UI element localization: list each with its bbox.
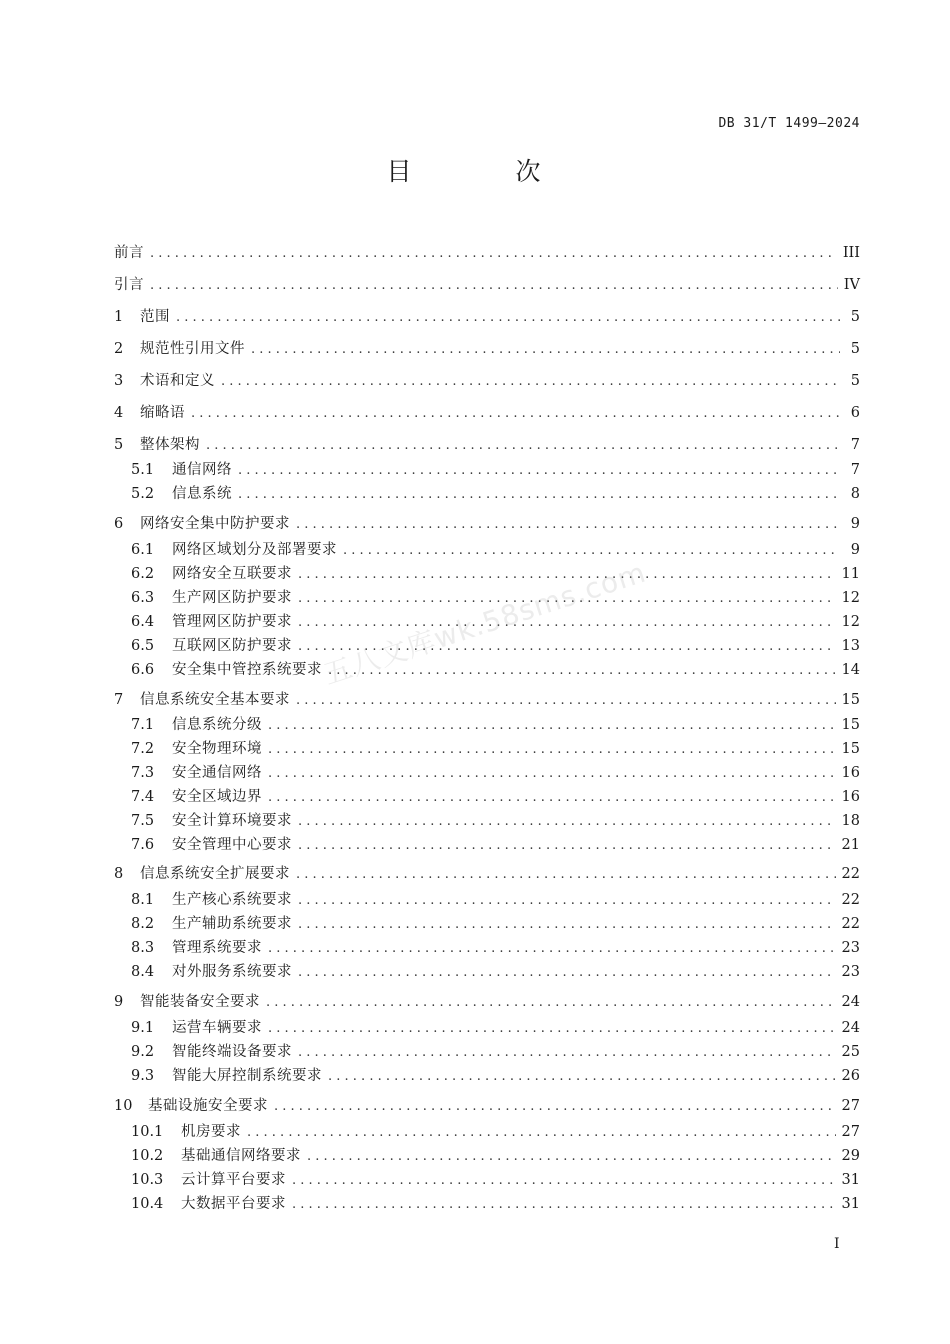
toc-entry-number: 10.4: [131, 1196, 164, 1212]
toc-entry-number: 6.5: [131, 638, 155, 654]
toc-entry-page: 9: [850, 542, 860, 558]
toc-entry[interactable]: [114, 403, 860, 423]
toc-entry-label: 信息系统安全基本要求: [140, 692, 290, 708]
toc-leader-dots: [268, 939, 836, 959]
toc-entry-label: 通信网络: [172, 462, 232, 478]
toc-entry-page: 27: [841, 1124, 860, 1140]
toc-leader-dots: [268, 788, 836, 808]
toc-entry[interactable]: [131, 811, 860, 831]
toc-leader-dots: [206, 436, 840, 456]
toc-entry-page: 22: [841, 916, 860, 932]
toc-entry-label: 云计算平台要求: [181, 1172, 286, 1188]
toc-entry-page: 29: [841, 1148, 860, 1164]
toc-entry[interactable]: [114, 435, 860, 455]
toc-entry[interactable]: [131, 914, 860, 934]
toc-entry-page: 12: [841, 590, 860, 606]
toc-entry[interactable]: [114, 371, 860, 391]
toc-entry-label: 整体架构: [140, 437, 200, 453]
toc-entry-label: 信息系统: [172, 486, 232, 502]
toc-leader-dots: [298, 812, 836, 832]
toc-leader-dots: [238, 485, 840, 505]
toc-entry-page: 31: [841, 1196, 860, 1212]
page-number: I: [834, 1236, 840, 1252]
toc-entry-page: 6: [850, 405, 860, 421]
toc-entry-page: 8: [850, 486, 860, 502]
toc-entry-page: 15: [841, 717, 860, 733]
toc-leader-dots: [296, 691, 836, 711]
toc-entry-page: 9: [850, 516, 860, 532]
document-code: DB 31/T 1499—2024: [718, 116, 860, 131]
toc-entry-page: 27: [841, 1098, 860, 1114]
toc-entry-label: 安全集中管控系统要求: [172, 662, 322, 678]
toc-entry-label: 管理系统要求: [172, 940, 262, 956]
toc-entry-number: 6.2: [131, 566, 155, 582]
toc-entry-number: 7.4: [131, 789, 155, 805]
toc-entry-label: 基础通信网络要求: [181, 1148, 301, 1164]
toc-entry-page: 14: [841, 662, 860, 678]
toc-leader-dots: [298, 891, 836, 911]
toc-entry-number: 5.1: [131, 462, 155, 478]
toc-entry-label: 智能大屏控制系统要求: [172, 1068, 322, 1084]
toc-entry-label: 安全管理中心要求: [172, 837, 292, 853]
toc-entry[interactable]: [114, 243, 860, 263]
toc-entry[interactable]: [131, 835, 860, 855]
toc-leader-dots: [298, 1043, 836, 1063]
toc-entry[interactable]: [114, 339, 860, 359]
toc-leader-dots: [176, 308, 840, 328]
toc-entry[interactable]: [131, 660, 860, 680]
toc-entry-number: 7.6: [131, 837, 155, 853]
toc-entry-label: 术语和定义: [140, 373, 215, 389]
toc-entry-label: 安全计算环境要求: [172, 813, 292, 829]
toc-entry-number: 10: [114, 1098, 133, 1114]
toc-entry-page: 26: [841, 1068, 860, 1084]
toc-entry-number: 10.1: [131, 1124, 164, 1140]
toc-entry-number: 3: [114, 373, 124, 389]
toc-entry[interactable]: [131, 1170, 860, 1190]
toc-entry-label: 网络安全集中防护要求: [140, 516, 290, 532]
toc-entry-number: 6.1: [131, 542, 155, 558]
toc-entry-number: 4: [114, 405, 124, 421]
toc-leader-dots: [221, 372, 840, 392]
toc-leader-dots: [191, 404, 840, 424]
toc-entry-label: 安全通信网络: [172, 765, 262, 781]
toc-entry-page: 13: [841, 638, 860, 654]
toc-entry-number: 1: [114, 309, 124, 325]
toc-leader-dots: [268, 716, 836, 736]
toc-entry-number: 8: [114, 866, 124, 882]
toc-entry[interactable]: [131, 484, 860, 504]
toc-leader-dots: [307, 1147, 836, 1167]
toc-entry-page: 31: [841, 1172, 860, 1188]
toc-leader-dots: [274, 1097, 836, 1117]
toc-entry-label: 规范性引用文件: [140, 341, 245, 357]
toc-entry[interactable]: [131, 715, 860, 735]
toc-leader-dots: [296, 515, 840, 535]
toc-leader-dots: [298, 963, 836, 983]
toc-entry-label: 对外服务系统要求: [172, 964, 292, 980]
toc-entry-page: 7: [850, 437, 860, 453]
toc-leader-dots: [251, 340, 840, 360]
toc-entry-label: 范围: [140, 309, 170, 325]
toc-entry[interactable]: [131, 739, 860, 759]
toc-entry-number: 7.2: [131, 741, 155, 757]
toc-entry[interactable]: [131, 890, 860, 910]
toc-entry-label: 互联网区防护要求: [172, 638, 292, 654]
toc-leader-dots: [268, 740, 836, 760]
toc-entry-page: 16: [841, 765, 860, 781]
toc-entry-label: 大数据平台要求: [181, 1196, 286, 1212]
toc-entry-number: 8.3: [131, 940, 155, 956]
toc-entry-number: 6.4: [131, 614, 155, 630]
toc-entry-page: 22: [841, 866, 860, 882]
toc-entry-label: 缩略语: [140, 405, 185, 421]
toc-entry-label: 网络区域划分及部署要求: [172, 542, 337, 558]
toc-entry[interactable]: [114, 992, 860, 1012]
toc-entry[interactable]: [131, 1018, 860, 1038]
toc-entry[interactable]: [114, 1096, 860, 1116]
page-title: 目 次: [386, 157, 589, 186]
toc-entry[interactable]: [131, 1146, 860, 1166]
toc-entry-number: 10.2: [131, 1148, 164, 1164]
toc-entry-page: IV: [843, 277, 860, 293]
toc-entry-label: 生产辅助系统要求: [172, 916, 292, 932]
toc-leader-dots: [298, 915, 836, 935]
toc-entry-label: 安全区域边界: [172, 789, 262, 805]
toc-entry-label: 安全物理环境: [172, 741, 262, 757]
toc-entry-number: 6.6: [131, 662, 155, 678]
toc-entry-page: 15: [841, 692, 860, 708]
toc-entry-label: 管理网区防护要求: [172, 614, 292, 630]
toc-leader-dots: [292, 1171, 836, 1191]
toc-entry[interactable]: [131, 460, 860, 480]
toc-leader-dots: [296, 865, 836, 885]
toc-entry-number: 5: [114, 437, 124, 453]
toc-entry-page: 18: [841, 813, 860, 829]
toc-leader-dots: [328, 1067, 836, 1087]
toc-entry-page: 5: [850, 373, 860, 389]
toc-entry[interactable]: [114, 864, 860, 884]
toc-entry-number: 10.3: [131, 1172, 164, 1188]
toc-entry[interactable]: [114, 690, 860, 710]
toc-entry-number: 8.4: [131, 964, 155, 980]
toc-leader-dots: [292, 1195, 836, 1215]
toc-entry-label: 信息系统分级: [172, 717, 262, 733]
toc-entry-number: 7.3: [131, 765, 155, 781]
toc-entry-number: 2: [114, 341, 124, 357]
toc-entry-label: 智能装备安全要求: [140, 994, 260, 1010]
toc-entry-label: 运营车辆要求: [172, 1020, 262, 1036]
toc-entry-number: 6.3: [131, 590, 155, 606]
toc-entry-page: 12: [841, 614, 860, 630]
toc-entry-page: 5: [850, 309, 860, 325]
toc-entry[interactable]: [131, 540, 860, 560]
toc-entry[interactable]: [131, 787, 860, 807]
toc-leader-dots: [150, 244, 837, 264]
toc-entry-label: 智能终端设备要求: [172, 1044, 292, 1060]
toc-entry-number: 9.2: [131, 1044, 155, 1060]
toc-entry-page: 11: [841, 566, 860, 582]
toc-entry[interactable]: [131, 938, 860, 958]
toc-entry[interactable]: [114, 514, 860, 534]
toc-entry-page: 25: [841, 1044, 860, 1060]
toc-entry-page: 24: [841, 994, 860, 1010]
toc-entry-number: 9: [114, 994, 124, 1010]
toc-entry-page: 24: [841, 1020, 860, 1036]
toc-entry-page: 16: [841, 789, 860, 805]
toc-entry-label: 机房要求: [181, 1124, 241, 1140]
toc-entry[interactable]: [114, 307, 860, 327]
toc-entry[interactable]: [131, 1194, 860, 1214]
toc-entry-number: 7.1: [131, 717, 155, 733]
toc-entry-page: 23: [841, 964, 860, 980]
toc-entry-label: 信息系统安全扩展要求: [140, 866, 290, 882]
toc-entry-number: 7: [114, 692, 124, 708]
toc-leader-dots: [268, 1019, 836, 1039]
watermark: 五八文库wk.58sms.com: [319, 555, 651, 692]
toc-entry[interactable]: [131, 1066, 860, 1086]
toc-entry-number: 8.2: [131, 916, 155, 932]
toc-entry[interactable]: [131, 1122, 860, 1142]
toc-entry-page: 21: [841, 837, 860, 853]
toc-entry-number: 8.1: [131, 892, 155, 908]
toc-entry-number: 7.5: [131, 813, 155, 829]
toc-entry-page: 22: [841, 892, 860, 908]
toc-entry-number: 9.3: [131, 1068, 155, 1084]
toc-entry-page: 7: [850, 462, 860, 478]
toc-entry-label: 前言: [114, 245, 144, 261]
toc-entry-label: 引言: [114, 277, 144, 293]
toc-entry-page: 23: [841, 940, 860, 956]
toc-entry[interactable]: [131, 763, 860, 783]
toc-entry[interactable]: [131, 962, 860, 982]
toc-entry-label: 基础设施安全要求: [148, 1098, 268, 1114]
toc-entry-page: 15: [841, 741, 860, 757]
toc-entry[interactable]: [114, 275, 860, 295]
toc-leader-dots: [150, 276, 838, 296]
toc-leader-dots: [298, 836, 836, 856]
toc-entry[interactable]: [131, 1042, 860, 1062]
toc-entry[interactable]: [131, 564, 860, 584]
toc-entry-label: 生产网区防护要求: [172, 590, 292, 606]
toc-leader-dots: [343, 541, 840, 561]
toc-leader-dots: [266, 993, 836, 1013]
toc-entry-number: 5.2: [131, 486, 155, 502]
toc-leader-dots: [268, 764, 836, 784]
toc-leader-dots: [247, 1123, 836, 1143]
toc-entry-label: 生产核心系统要求: [172, 892, 292, 908]
toc-entry-page: 5: [850, 341, 860, 357]
toc-entry-number: 9.1: [131, 1020, 155, 1036]
toc-entry-page: III: [842, 245, 860, 261]
toc-entry-label: 网络安全互联要求: [172, 566, 292, 582]
toc-leader-dots: [238, 461, 840, 481]
toc-entry-number: 6: [114, 516, 124, 532]
